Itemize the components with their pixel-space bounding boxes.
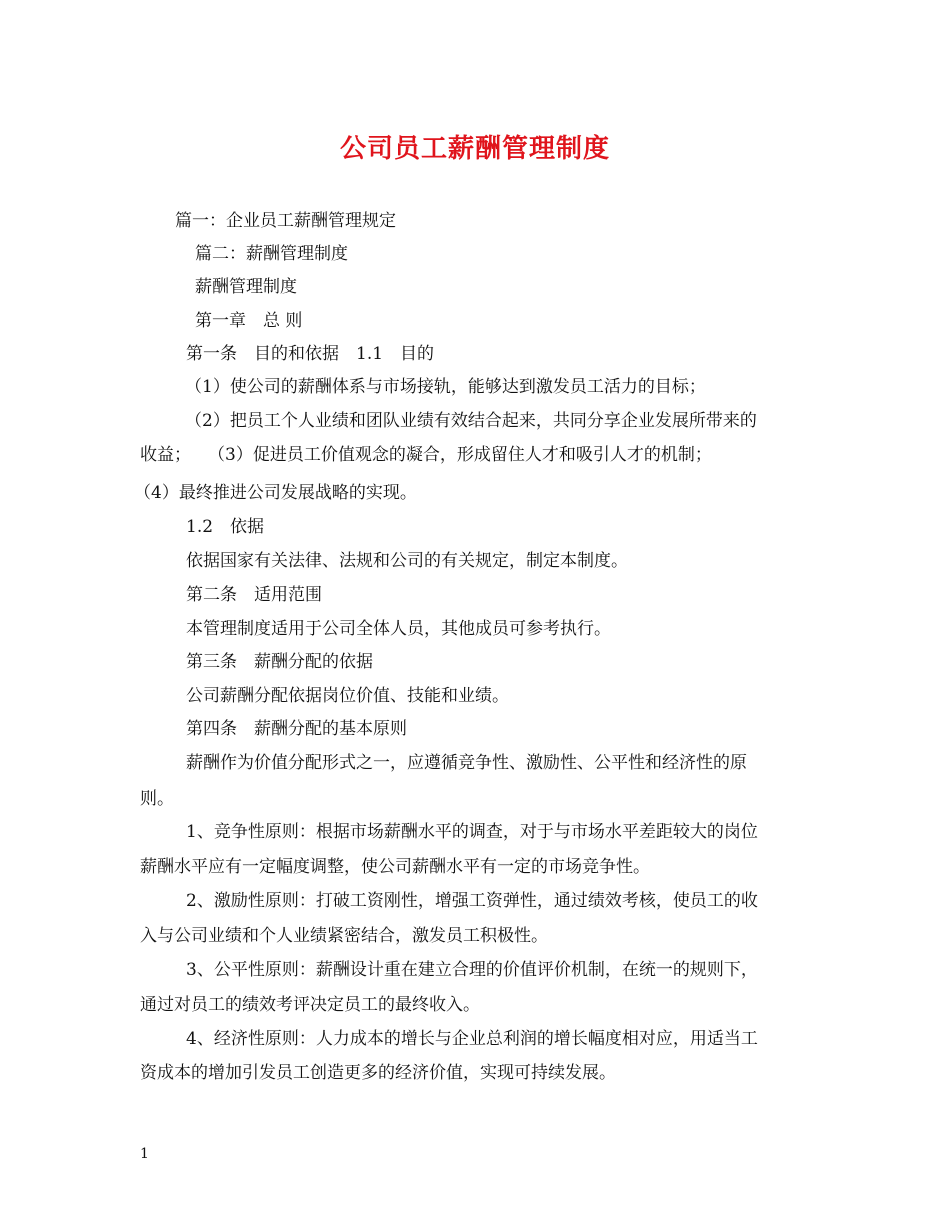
text-line: 则。 <box>140 789 174 809</box>
text-line: 本管理制度适用于公司全体人员，其他成员可参考执行。 <box>186 619 611 639</box>
text-line: 1、竞争性原则：根据市场薪酬水平的调查，对于与市场水平差距较大的岗位 <box>186 822 758 842</box>
text-line: 第三条 薪酬分配的依据 <box>186 652 373 672</box>
text-line: 依据国家有关法律、法规和公司的有关规定，制定本制度。 <box>186 551 628 571</box>
text-line: 3、公平性原则：薪酬设计重在建立合理的价值评价机制，在统一的规则下， <box>186 960 758 980</box>
text-line: 第二条 适用范围 <box>186 585 322 605</box>
text-line: （4）最终推进公司发展战略的实现。 <box>134 483 417 503</box>
text-line: 篇一：企业员工薪酬管理规定 <box>175 211 396 231</box>
text-line: 薪酬管理制度 <box>195 277 297 297</box>
text-line: 1.2 依据 <box>186 517 265 537</box>
text-line: 第一条 目的和依据 1.1 目的 <box>186 344 435 364</box>
text-line: （1）使公司的薪酬体系与市场接轨，能够达到激发员工活力的目标； <box>185 377 706 397</box>
text-line: 薪酬水平应有一定幅度调整，使公司薪酬水平有一定的市场竞争性。 <box>140 857 650 877</box>
page-number: 1 <box>140 1146 149 1162</box>
text-line: 第四条 薪酬分配的基本原则 <box>186 719 407 739</box>
text-line: 篇二：薪酬管理制度 <box>195 244 348 264</box>
text-line: 薪酬作为价值分配形式之一，应遵循竞争性、激励性、公平性和经济性的原 <box>186 753 747 773</box>
text-line: （2）把员工个人业绩和团队业绩有效结合起来，共同分享企业发展所带来的 <box>185 411 757 431</box>
text-line: 2、激励性原则：打破工资刚性，增强工资弹性，通过绩效考核，使员工的收 <box>186 891 758 911</box>
text-line: 资成本的增加引发员工创造更多的经济价值，实现可持续发展。 <box>140 1063 616 1083</box>
text-line: 公司薪酬分配依据岗位价值、技能和业绩。 <box>186 686 509 706</box>
text-line: 第一章 总 则 <box>195 311 303 331</box>
text-line: 通过对员工的绩效考评决定员工的最终收入。 <box>140 995 480 1015</box>
text-line: 4、经济性原则：人力成本的增长与企业总利润的增长幅度相对应，用适当工 <box>186 1029 758 1049</box>
text-line: 收益； （3）促进员工价值观念的凝合，形成留住人才和吸引人才的机制； <box>140 445 712 465</box>
text-line: 入与公司业绩和个人业绩紧密结合，激发员工积极性。 <box>140 926 548 946</box>
document-title: 公司员工薪酬管理制度 <box>339 134 610 164</box>
